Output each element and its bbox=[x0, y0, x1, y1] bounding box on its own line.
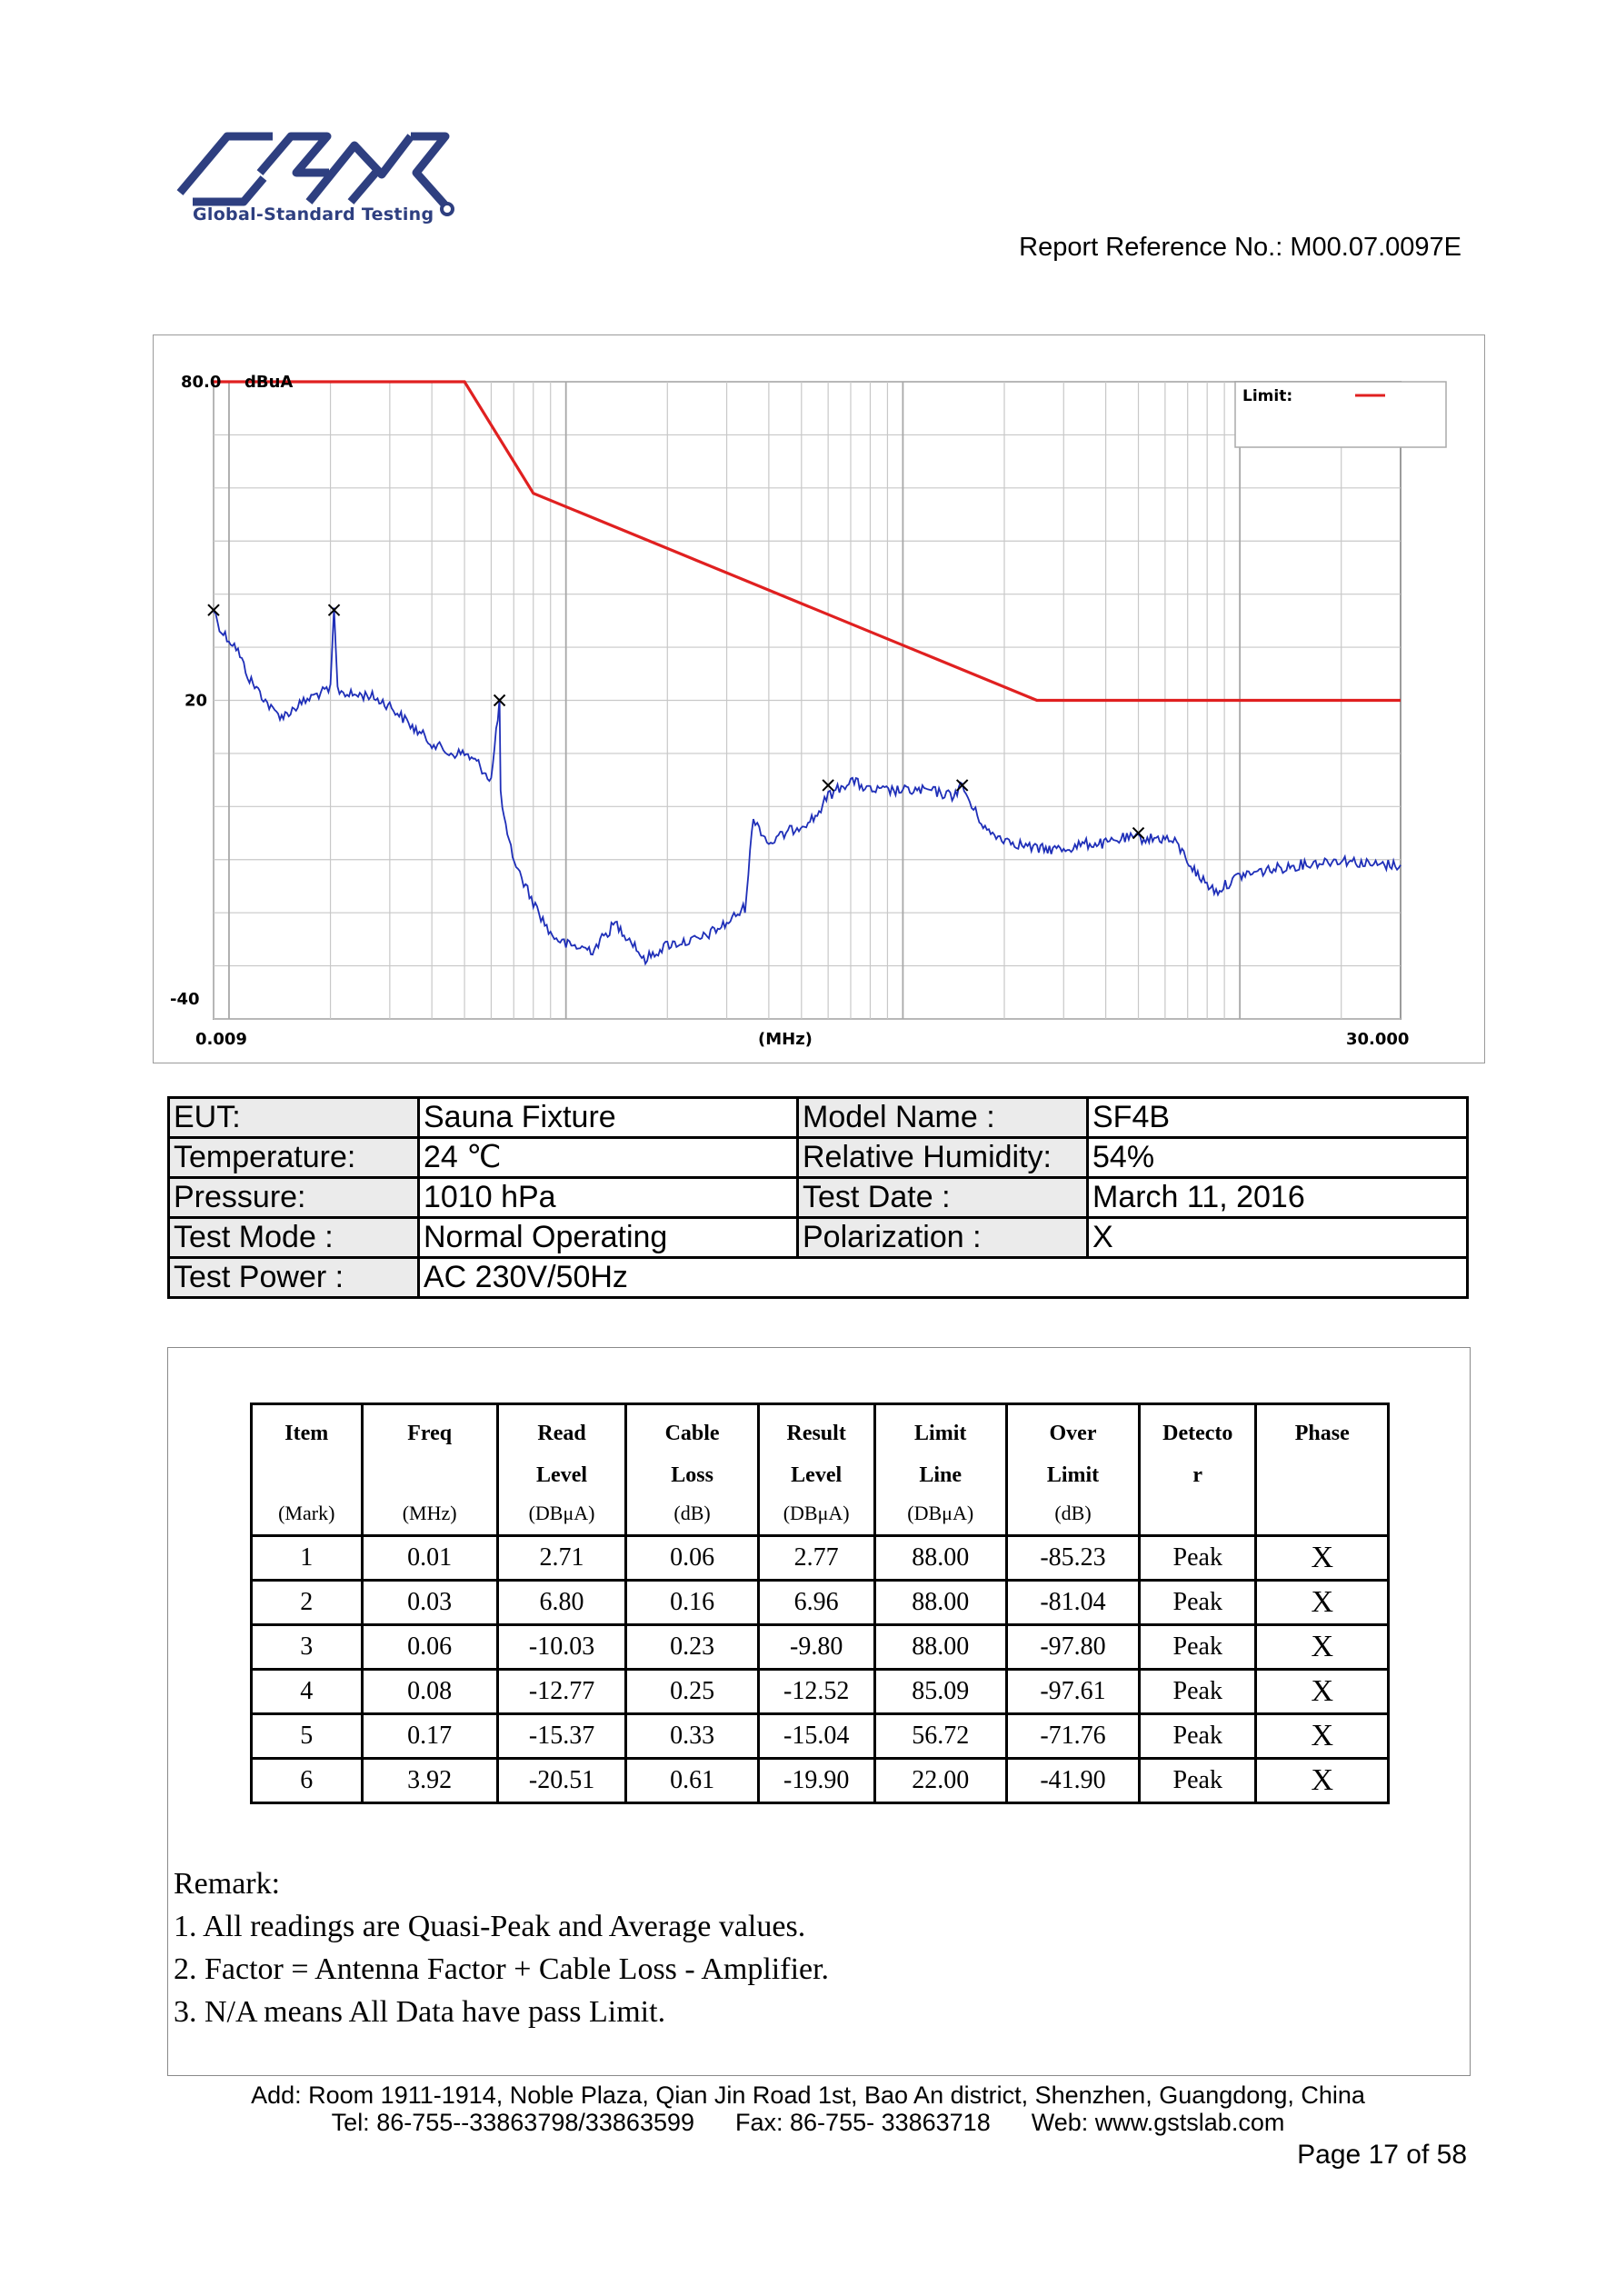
remark-3: 3. N/A means All Data have pass Limit. bbox=[174, 1995, 666, 2029]
info-row bbox=[169, 1138, 1468, 1178]
header-unit: (DBμA) bbox=[783, 1502, 850, 1524]
table-cell: 0.08 bbox=[362, 1670, 497, 1714]
column-header bbox=[362, 1404, 497, 1536]
y-tick-label: -40 bbox=[170, 990, 200, 1009]
info-row bbox=[169, 1218, 1468, 1258]
report-reference: Report Reference No.: M00.07.0097E bbox=[1019, 233, 1461, 262]
table-cell: -9.80 bbox=[758, 1625, 874, 1670]
footer-contact: Tel: 86-755--33863798/33863599 Fax: 86-755- 33863718 Web: www.gstslab.com bbox=[331, 2109, 1285, 2136]
table-row bbox=[252, 1625, 1389, 1670]
table-cell: X bbox=[1256, 1536, 1389, 1581]
remarks bbox=[174, 1862, 829, 2033]
table-cell: 3 bbox=[252, 1625, 363, 1670]
column-header bbox=[1006, 1404, 1139, 1536]
table-cell: Peak bbox=[1140, 1581, 1256, 1625]
header-line-1: Result bbox=[786, 1422, 846, 1445]
table-cell: -15.37 bbox=[497, 1714, 626, 1759]
header-line-2: Line bbox=[919, 1463, 963, 1487]
table-cell: X bbox=[1256, 1625, 1389, 1670]
header-line-1: Detecto bbox=[1162, 1422, 1233, 1445]
table-row bbox=[252, 1670, 1389, 1714]
table-cell: 56.72 bbox=[874, 1714, 1006, 1759]
table-cell: X bbox=[1256, 1714, 1389, 1759]
test-date-value: March 11, 2016 bbox=[1088, 1178, 1468, 1218]
x-tick-label: 0.009 bbox=[195, 1030, 247, 1049]
table-row bbox=[252, 1581, 1389, 1625]
polarization-label: Polarization : bbox=[798, 1218, 1088, 1258]
table-cell: 0.01 bbox=[362, 1536, 497, 1581]
table-cell: X bbox=[1256, 1670, 1389, 1714]
table-cell: -81.04 bbox=[1006, 1581, 1139, 1625]
table-cell: Peak bbox=[1140, 1536, 1256, 1581]
table-cell: 0.25 bbox=[626, 1670, 759, 1714]
column-header bbox=[758, 1404, 874, 1536]
header-line-1: Cable bbox=[664, 1422, 720, 1445]
header-line-1: Item bbox=[284, 1422, 329, 1445]
remark-1: 1. All readings are Quasi-Peak and Average values. bbox=[174, 1910, 806, 1943]
table-cell: 3.92 bbox=[362, 1759, 497, 1803]
info-row bbox=[169, 1258, 1468, 1298]
header-line-1: Phase bbox=[1294, 1422, 1350, 1445]
table-cell: Peak bbox=[1140, 1625, 1256, 1670]
x-axis-unit: (MHz) bbox=[758, 1030, 813, 1049]
emission-chart bbox=[153, 334, 1485, 1063]
table-cell: -71.76 bbox=[1006, 1714, 1139, 1759]
header-line-1: Read bbox=[537, 1422, 586, 1445]
table-cell: 0.17 bbox=[362, 1714, 497, 1759]
logo-text: Global-Standard Testing bbox=[193, 205, 434, 225]
table-cell: 0.23 bbox=[626, 1625, 759, 1670]
table-cell: 0.16 bbox=[626, 1581, 759, 1625]
table-cell: Peak bbox=[1140, 1714, 1256, 1759]
chart-svg bbox=[154, 335, 1484, 1063]
table-cell: Peak bbox=[1140, 1759, 1256, 1803]
results-table bbox=[250, 1403, 1390, 1804]
temperature-label: Temperature: bbox=[169, 1138, 419, 1178]
table-cell: -85.23 bbox=[1006, 1536, 1139, 1581]
table-cell: -10.03 bbox=[497, 1625, 626, 1670]
legend-label: Limit: bbox=[1242, 387, 1293, 405]
x-tick-label: 30.000 bbox=[1346, 1030, 1410, 1049]
test-info-table bbox=[167, 1096, 1469, 1299]
table-cell: X bbox=[1256, 1759, 1389, 1803]
header-line-2: Level bbox=[536, 1463, 588, 1487]
model-value: SF4B bbox=[1088, 1098, 1468, 1138]
header-line-2: Level bbox=[791, 1463, 843, 1487]
table-cell: -97.80 bbox=[1006, 1625, 1139, 1670]
table-cell: 2 bbox=[252, 1581, 363, 1625]
table-cell: 5 bbox=[252, 1714, 363, 1759]
column-header bbox=[252, 1404, 363, 1536]
column-header bbox=[1256, 1404, 1389, 1536]
table-cell: -12.52 bbox=[758, 1670, 874, 1714]
humidity-label: Relative Humidity: bbox=[798, 1138, 1088, 1178]
column-header bbox=[1140, 1404, 1256, 1536]
table-cell: 88.00 bbox=[874, 1581, 1006, 1625]
table-cell: 0.06 bbox=[362, 1625, 497, 1670]
table-cell: 6.80 bbox=[497, 1581, 626, 1625]
table-cell: -97.61 bbox=[1006, 1670, 1139, 1714]
column-header bbox=[874, 1404, 1006, 1536]
header-line-2: Loss bbox=[671, 1463, 713, 1487]
header-unit: (DBμA) bbox=[907, 1502, 974, 1524]
header-unit: (Mark) bbox=[278, 1502, 335, 1524]
eut-label: EUT: bbox=[169, 1098, 419, 1138]
y-tick-label: 80.0 bbox=[181, 373, 222, 392]
table-cell: 1 bbox=[252, 1536, 363, 1581]
table-cell: 2.71 bbox=[497, 1536, 626, 1581]
table-cell: 2.77 bbox=[758, 1536, 874, 1581]
table-cell: 0.33 bbox=[626, 1714, 759, 1759]
test-date-label: Test Date : bbox=[798, 1178, 1088, 1218]
table-cell: 0.61 bbox=[626, 1759, 759, 1803]
results-section bbox=[167, 1347, 1471, 2076]
table-cell: 88.00 bbox=[874, 1625, 1006, 1670]
header-unit: (MHz) bbox=[402, 1502, 457, 1524]
pressure-label: Pressure: bbox=[169, 1178, 419, 1218]
table-cell: 22.00 bbox=[874, 1759, 1006, 1803]
table-row bbox=[252, 1759, 1389, 1803]
test-power-label: Test Power : bbox=[169, 1258, 419, 1298]
table-row bbox=[252, 1714, 1389, 1759]
test-mode-label: Test Mode : bbox=[169, 1218, 419, 1258]
table-cell: 4 bbox=[252, 1670, 363, 1714]
table-cell: 0.03 bbox=[362, 1581, 497, 1625]
header-line-2: r bbox=[1192, 1463, 1203, 1487]
footer-address: Add: Room 1911-1914, Noble Plaza, Qian Jin Road 1st, Bao An district, Shenzhen, Guangdong, China bbox=[251, 2081, 1365, 2109]
table-cell: -15.04 bbox=[758, 1714, 874, 1759]
eut-value: Sauna Fixture bbox=[419, 1098, 798, 1138]
table-cell: 6 bbox=[252, 1759, 363, 1803]
y-axis-unit: dBuA bbox=[244, 373, 294, 392]
model-label: Model Name : bbox=[798, 1098, 1088, 1138]
table-row bbox=[252, 1536, 1389, 1581]
info-row bbox=[169, 1178, 1468, 1218]
table-cell: 85.09 bbox=[874, 1670, 1006, 1714]
info-row bbox=[169, 1098, 1468, 1138]
header-unit: (dB) bbox=[1054, 1502, 1092, 1524]
table-cell: -41.90 bbox=[1006, 1759, 1139, 1803]
y-tick-label: 20 bbox=[185, 691, 208, 711]
header-unit: (DBμA) bbox=[528, 1502, 595, 1524]
table-cell: -20.51 bbox=[497, 1759, 626, 1803]
table-cell: -19.90 bbox=[758, 1759, 874, 1803]
table-cell: -12.77 bbox=[497, 1670, 626, 1714]
table-cell: 0.06 bbox=[626, 1536, 759, 1581]
header-line-1: Over bbox=[1049, 1422, 1097, 1445]
pressure-value: 1010 hPa bbox=[419, 1178, 798, 1218]
header-line-1: Limit bbox=[914, 1422, 967, 1445]
temperature-value: 24 ℃ bbox=[419, 1138, 798, 1178]
test-power-value: AC 230V/50Hz bbox=[419, 1258, 1468, 1298]
header-line-1: Freq bbox=[407, 1422, 453, 1445]
table-cell: 88.00 bbox=[874, 1536, 1006, 1581]
table-cell: 6.96 bbox=[758, 1581, 874, 1625]
humidity-value: 54% bbox=[1088, 1138, 1468, 1178]
polarization-value: X bbox=[1088, 1218, 1468, 1258]
table-cell: X bbox=[1256, 1581, 1389, 1625]
test-mode-value: Normal Operating bbox=[419, 1218, 798, 1258]
table-cell: Peak bbox=[1140, 1670, 1256, 1714]
column-header bbox=[626, 1404, 759, 1536]
column-header bbox=[497, 1404, 626, 1536]
header-line-2: Limit bbox=[1046, 1463, 1100, 1487]
page-number: Page 17 of 58 bbox=[1297, 2140, 1467, 2170]
remark-2: 2. Factor = Antenna Factor + Cable Loss - Amplifier. bbox=[174, 1952, 830, 1986]
header-unit: (dB) bbox=[673, 1502, 711, 1524]
remark-title: Remark: bbox=[174, 1867, 281, 1901]
results-header-row bbox=[252, 1404, 1389, 1536]
